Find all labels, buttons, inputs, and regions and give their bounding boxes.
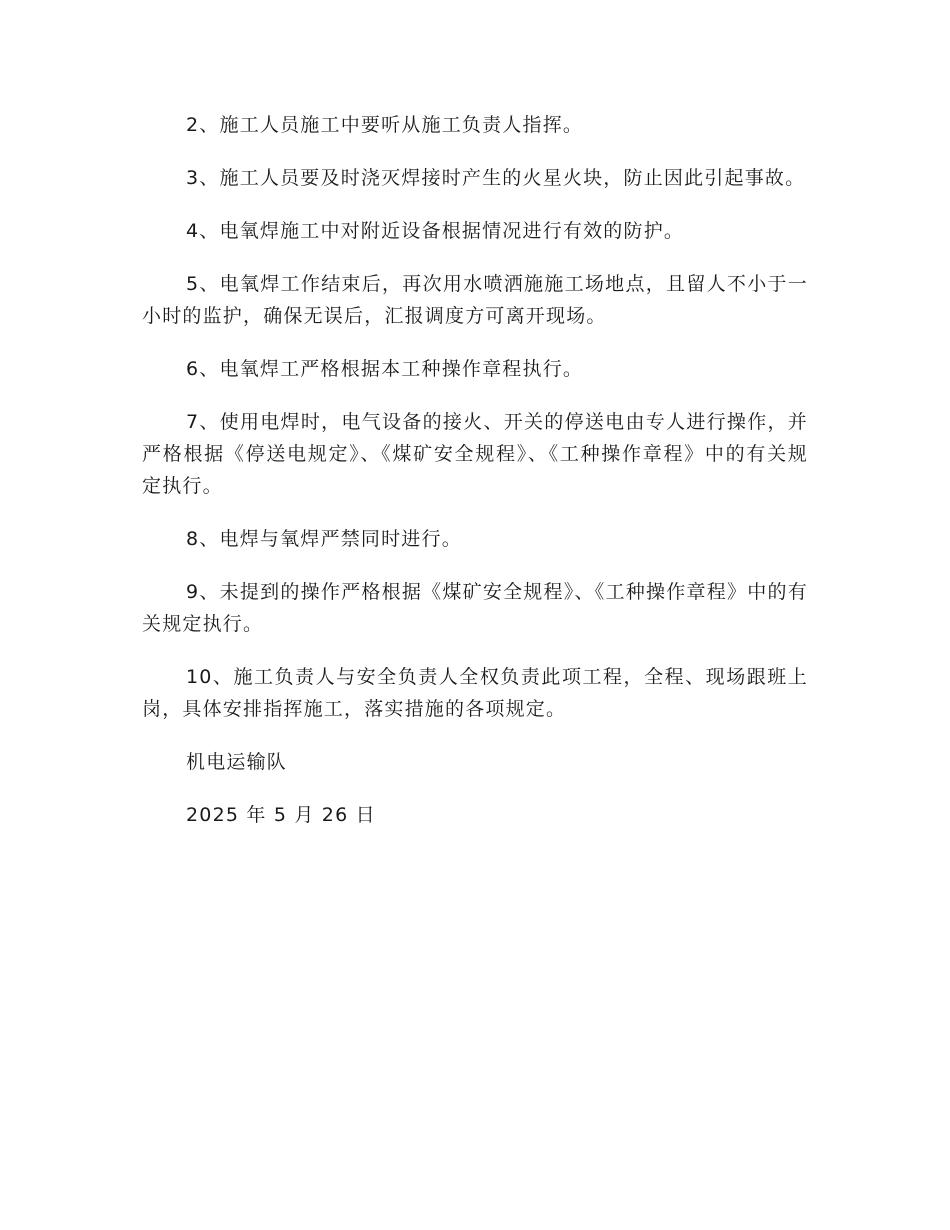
signature-department: 机电运输队 xyxy=(186,751,288,773)
rule-item-9: 9、未提到的操作严格根据《煤矿安全规程》、《工种操作章程》中的有关规定执行。 xyxy=(142,581,808,635)
rule-item-6: 6、电氧焊工严格根据本工种操作章程执行。 xyxy=(186,358,584,380)
rule-item-3: 3、施工人员要及时浇灭焊接时产生的火星火块，防止因此引起事故。 xyxy=(186,167,806,189)
rule-item-10: 10、施工负责人与安全负责人全权负责此项工程，全程、现场跟班上岗，具体安排指挥施工，落实措施的各项规定。 xyxy=(142,666,808,720)
rule-item-4: 4、电氧焊施工中对附近设备根据情况进行有效的防护。 xyxy=(186,220,685,242)
rule-item-5: 5、电氧焊工作结束后，再次用水喷洒施施工场地点，且留人不小于一小时的监护，确保无误后，汇报调度方可离开现场。 xyxy=(142,273,808,327)
signature-date: 2025 年 5 月 26 日 xyxy=(186,804,376,826)
rule-item-7: 7、使用电焊时，电气设备的接火、开关的停送电由专人进行操作，并严格根据《停送电规定》、《煤矿安全规程》、《工种操作章程》中的有关规定执行。 xyxy=(142,411,808,497)
rule-item-2: 2、施工人员施工中要听从施工负责人指挥。 xyxy=(186,114,584,136)
document-body xyxy=(142,109,808,852)
rule-item-8: 8、电焊与氧焊严禁同时进行。 xyxy=(186,528,462,550)
